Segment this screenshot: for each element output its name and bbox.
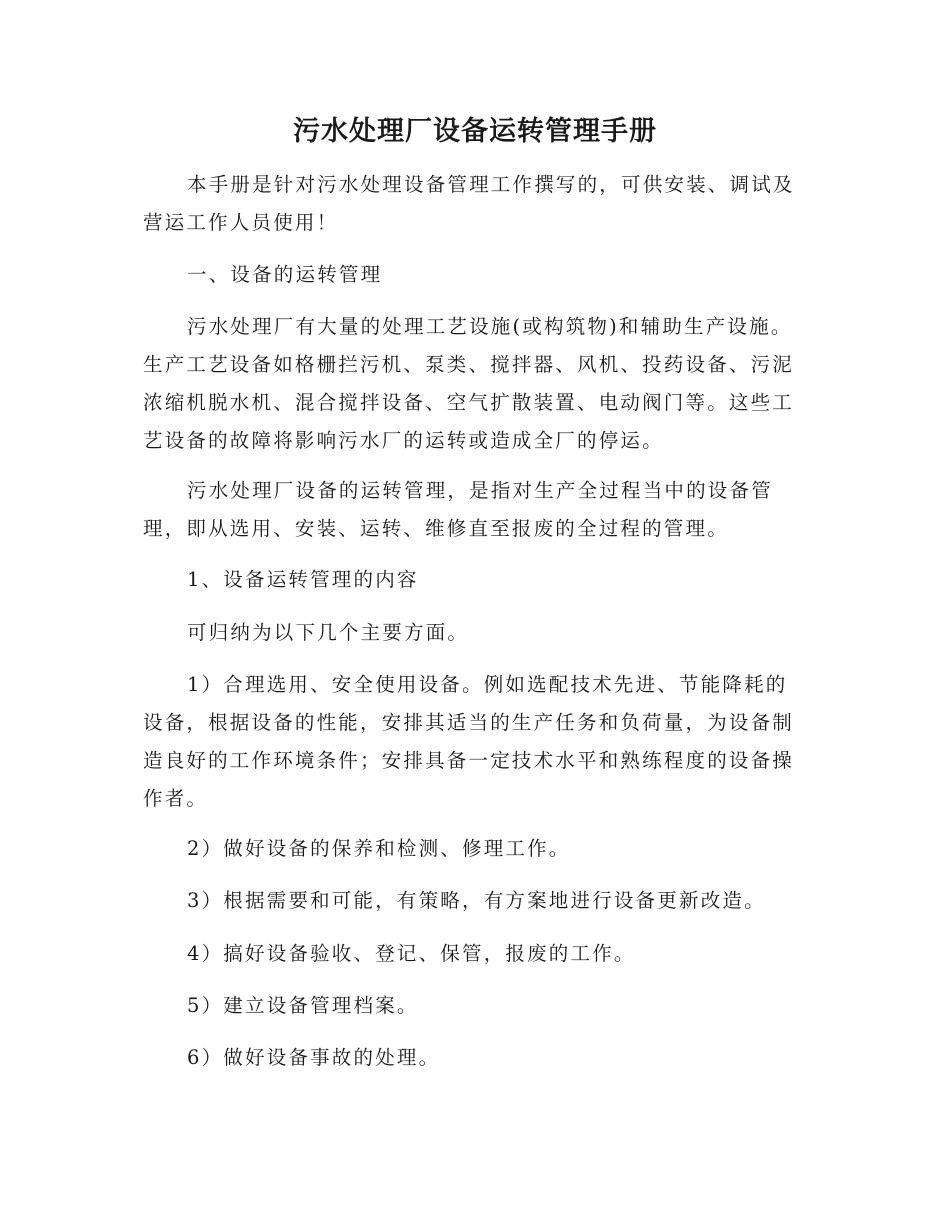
list-item: 5）建立设备管理档案。	[187, 994, 419, 1017]
section-heading: 一、设备的运转管理	[187, 263, 383, 286]
body-paragraph: 污水处理厂设备的运转管理，是指对生产全过程当中的设备管理，即从选用、安装、运转、维修直至报废的全过程的管理。	[143, 479, 773, 540]
intro-paragraph: 本手册是针对污水处理设备管理工作撰写的，可供安装、调试及营运工作人员使用！	[143, 173, 795, 234]
body-paragraph: 可归纳为以下几个主要方面。	[187, 621, 470, 644]
document-title: 污水处理厂设备运转管理手册	[293, 116, 657, 147]
body-paragraph: 污水处理厂有大量的处理工艺设施(或构筑物)和辅助生产设施。生产工艺设备如格栅拦污机、泵类、搅拌器、风机、投药设备、污泥浓缩机脱水机、混合搅拌设备、空气扩散装置、电动阀门等。这些工艺设备的故障将影响污水厂的运转或造成全厂的停运。	[143, 315, 795, 452]
subsection-heading: 1、设备运转管理的内容	[187, 568, 419, 591]
list-item: 3）根据需要和可能，有策略，有方案地进行设备更新改造。	[187, 889, 766, 912]
list-item: 4）搞好设备验收、登记、保管，报废的工作。	[187, 942, 636, 965]
list-item: 1）合理选用、安全使用设备。例如选配技术先进、节能降耗的设备，根据设备的性能，安排其适当的生产任务和负荷量，为设备制造良好的工作环境条件；安排具备一定技术水平和熟练程度的设备操作者。	[143, 673, 795, 810]
list-item: 2）做好设备的保养和检测、修理工作。	[187, 837, 571, 860]
list-item: 6）做好设备事故的处理。	[187, 1046, 441, 1069]
